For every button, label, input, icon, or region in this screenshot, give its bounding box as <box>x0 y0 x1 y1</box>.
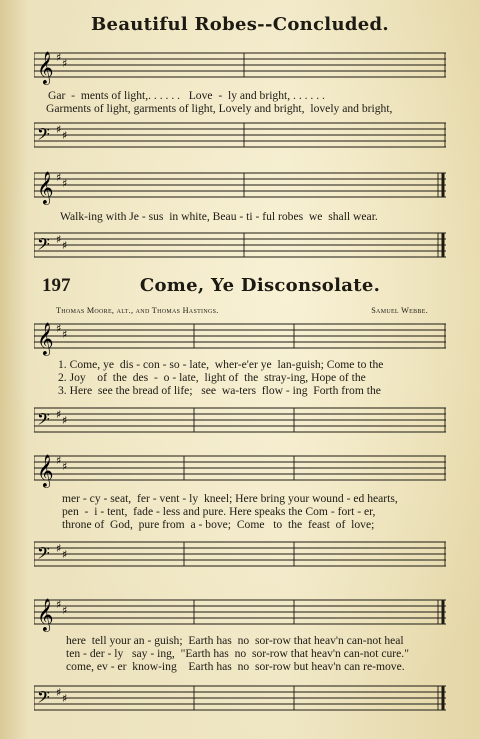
svg-text:♯: ♯ <box>56 454 62 467</box>
svg-text:♯: ♯ <box>56 322 62 335</box>
lyric-line: Gar - ments of light,. . . . . . Love - ly and bright, . . . . . . <box>48 89 325 102</box>
svg-text:♯: ♯ <box>56 171 62 184</box>
svg-text:♯: ♯ <box>62 129 68 142</box>
lyric-line: throne of God, pure from a - bove; Come to the feast of love; <box>62 518 375 531</box>
author-credit: Thomas Moore, alt., and Thomas Hastings. <box>56 306 219 315</box>
svg-text:♯: ♯ <box>62 328 68 341</box>
lyric-line: here tell your an - guish; Earth has no sor-row that heav'n can-not heal <box>66 634 404 647</box>
svg-text:♯: ♯ <box>56 542 62 555</box>
treble-staff <box>34 448 446 487</box>
svg-text:𝄞: 𝄞 <box>37 454 54 487</box>
bass-staff <box>34 115 446 148</box>
svg-text:𝄢: 𝄢 <box>37 543 50 567</box>
bass-staff <box>34 398 446 433</box>
svg-text:𝄞: 𝄞 <box>37 171 54 204</box>
svg-text:𝄢: 𝄢 <box>37 687 50 711</box>
svg-text:♯: ♯ <box>62 239 68 252</box>
svg-text:𝄢: 𝄢 <box>37 234 50 258</box>
lyric-line: ten - der - ly say - ing, "Earth has no sor-row that heav'n can-not cure." <box>66 647 409 660</box>
svg-text:♯: ♯ <box>62 692 68 705</box>
svg-text:♯: ♯ <box>56 686 62 699</box>
treble-staff <box>34 165 446 204</box>
lyric-line: 1. Come, ye dis - con - so - late, wher-e'er ye lan-guish; Come to the <box>58 358 384 371</box>
bass-staff <box>34 674 446 711</box>
svg-text:♯: ♯ <box>62 57 68 70</box>
treble-staff <box>34 47 446 84</box>
svg-text:♯: ♯ <box>62 177 68 190</box>
svg-text:𝄞: 𝄞 <box>37 598 54 631</box>
lyric-line: Walk-ing with Je - sus in white, Beau - ti - ful robes we shall wear. <box>60 210 378 223</box>
svg-text:♯: ♯ <box>56 233 62 246</box>
composer-credit: Samuel Webbe. <box>371 306 428 315</box>
lyric-line: mer - cy - seat, fer - vent - ly kneel; Here bring your wound - ed hearts, <box>62 492 398 505</box>
svg-text:♯: ♯ <box>62 604 68 617</box>
bass-staff <box>34 532 446 567</box>
lyric-line: Garments of light, garments of light, Lovely and bright, lovely and bright, <box>46 102 393 115</box>
svg-text:♯: ♯ <box>62 460 68 473</box>
svg-text:♯: ♯ <box>62 414 68 427</box>
svg-text:♯: ♯ <box>62 548 68 561</box>
treble-staff <box>34 592 446 631</box>
lyric-line: 3. Here see the bread of life; see wa-ters flow - ing Forth from the <box>58 384 381 397</box>
hymn-title-come-ye-disconsolate: Come, Ye Disconsolate. <box>139 275 381 296</box>
svg-text:𝄞: 𝄞 <box>37 51 54 84</box>
svg-text:♯: ♯ <box>56 598 62 611</box>
lyric-line: come, ev - er know-ing Earth has no sor-row but heav'n can re-move. <box>66 660 405 673</box>
svg-text:♯: ♯ <box>56 51 62 64</box>
svg-text:𝄞: 𝄞 <box>37 322 54 355</box>
hymn-number: 197 <box>42 275 71 296</box>
treble-staff <box>34 318 446 355</box>
lyric-line: 2. Joy of the des - o - late, light of the stray-ing, Hope of the <box>58 371 366 384</box>
bass-staff <box>34 225 446 258</box>
svg-text:♯: ♯ <box>56 408 62 421</box>
hymn-title-beautiful-robes: Beautiful Robes--Concluded. <box>91 14 389 35</box>
lyric-line: pen - i - tent, fade - less and pure. Here speaks the Com - fort - er, <box>62 505 376 518</box>
svg-text:𝄢: 𝄢 <box>37 124 50 148</box>
svg-text:𝄢: 𝄢 <box>37 409 50 433</box>
svg-text:♯: ♯ <box>56 123 62 136</box>
